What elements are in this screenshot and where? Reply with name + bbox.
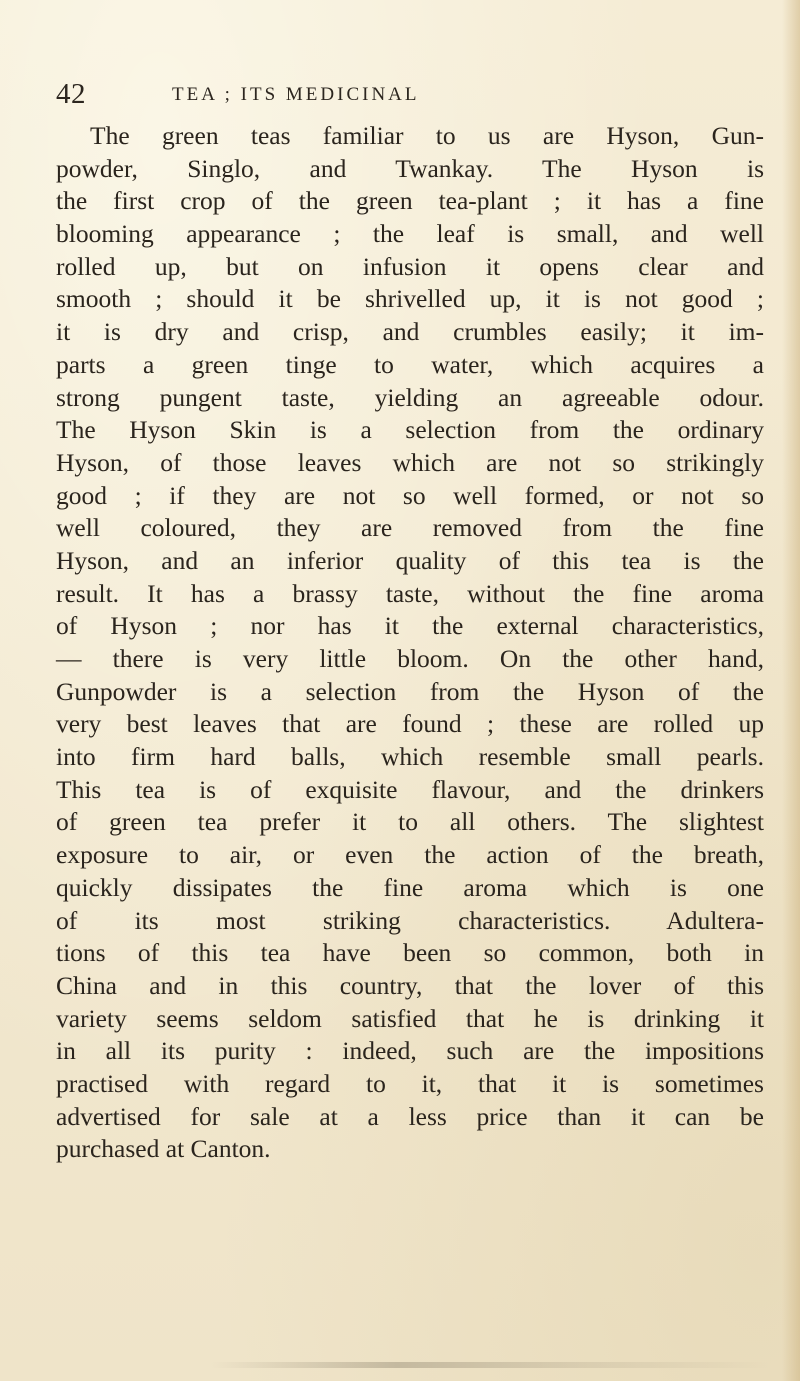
text-line: it is dry and crisp, and crumbles easily; it im- [56, 317, 764, 347]
text-line: in all its purity : indeed, such are the impositions [56, 1036, 764, 1066]
text-line: quickly dissipates the fine aroma which is one [56, 872, 764, 902]
text-line: result. It has a brassy taste, without the fine aroma [56, 578, 764, 608]
text-line: rolled up, but on infusion it opens clear and [56, 251, 764, 281]
text-line: exposure to air, or even the action of the breath, [56, 840, 764, 870]
text-line: of its most striking characteristics. Adultera- [56, 905, 764, 935]
scan-artifact [210, 1362, 770, 1368]
text-line: good ; if they are not so well formed, or not so [56, 480, 764, 510]
text-line: tions of this tea have been so common, both in [56, 938, 764, 968]
text-line: blooming appearance ; the leaf is small, and well [56, 219, 764, 249]
text-line: parts a green tinge to water, which acquires a [56, 349, 764, 379]
text-line: strong pungent taste, yielding an agreeable odour. [56, 382, 764, 412]
text-line: of Hyson ; nor has it the external characteristics, [56, 611, 764, 641]
text-line: into firm hard balls, which resemble small pearls. [56, 742, 764, 772]
text-line: Gunpowder is a selection from the Hyson of the [56, 676, 764, 706]
text-line: purchased at Canton. [56, 1134, 271, 1164]
text-line: Hyson, and an inferior quality of this tea is the [56, 545, 764, 575]
text-line: Hyson, of those leaves which are not so strikingly [56, 447, 764, 477]
text-line: China and in this country, that the lover of this [56, 970, 764, 1000]
text-line: This tea is of exquisite flavour, and the drinkers [56, 774, 764, 804]
running-head [56, 78, 756, 114]
text-line: well coloured, they are removed from the fine [56, 513, 764, 543]
text-line: powder, Singlo, and Twankay. The Hyson is [56, 153, 764, 183]
text-line: The Hyson Skin is a selection from the ordinary [56, 415, 764, 445]
text-line: advertised for sale at a less price than it can be [56, 1101, 764, 1131]
body-paragraph [56, 120, 764, 1166]
text-line: variety seems seldom satisfied that he is drinking it [56, 1003, 764, 1033]
page-number: 42 [56, 78, 86, 110]
text-line: practised with regard to it, that it is sometimes [56, 1068, 764, 1098]
page-edge-shadow [782, 0, 800, 1381]
text-line: The green teas familiar to us are Hyson, Gun- [90, 121, 764, 150]
running-title: TEA ; ITS MEDICINAL [172, 84, 420, 105]
text-line: very best leaves that are found ; these are rolled up [56, 709, 764, 739]
text-line: — there is very little bloom. On the other hand, [56, 644, 764, 673]
text-line: the first crop of the green tea-plant ; it has a fine [56, 186, 764, 216]
text-line: of green tea prefer it to all others. The slightest [56, 807, 764, 837]
text-line: smooth ; should it be shrivelled up, it is not good ; [56, 284, 764, 314]
